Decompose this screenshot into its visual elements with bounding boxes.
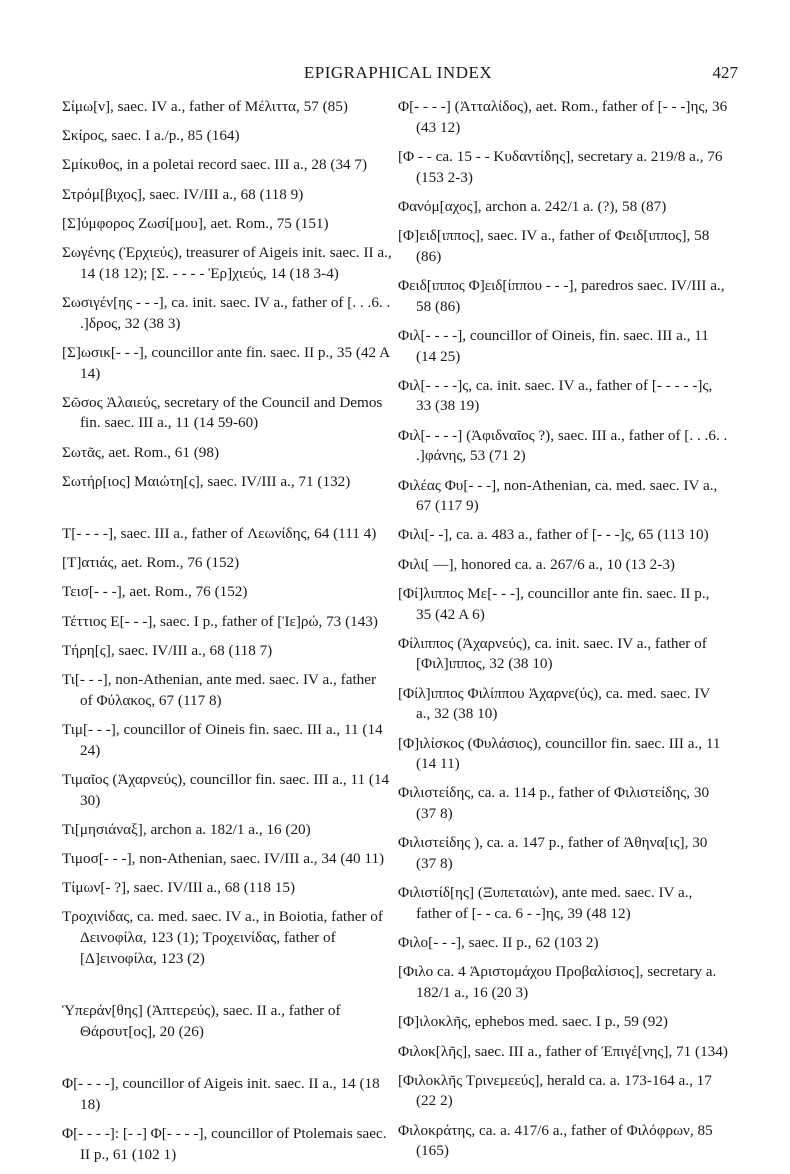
index-entry: Φ[- - - -] (Ἀτταλίδος), aet. Rom., father of [- - -]ης, 36 (43 12) [398, 98, 728, 136]
section-gap [62, 1051, 392, 1074]
index-entry: [Τ]ατιάς, aet. Rom., 76 (152) [62, 554, 240, 572]
section-gap [62, 978, 392, 1001]
index-entry: [Σ]ωσικ[- - -], councillor ante fin. saec. II p., 35 (42 A 14) [62, 343, 390, 382]
index-entry: [Φ]ιλίσκος (Φυλάσιος), councillor fin. saec. III a., 11 (14 11) [398, 734, 721, 773]
running-header [58, 63, 738, 87]
index-entry: Τι[μησιάναξ], archon a. 182/1 a., 16 (20) [62, 820, 311, 838]
index-entry: Φ[- - - -], councillor of Aigeis init. saec. II a., 14 (18 18) [62, 1074, 380, 1113]
index-entry: Σμίκυθος, in a poletai record saec. III a., 28 (34 7) [62, 156, 368, 174]
index-entry: Σίμω[ν], saec. IV a., father of Μέλιττα, 57 (85) [62, 98, 348, 115]
index-entry: [Φίλ]ιππος Φιλίππου Ἀχαρνε(ύς), ca. med. saec. IV a., 32 (38 10) [398, 684, 711, 723]
index-entry: Στρόμ[βιχος], saec. IV/III a., 68 (118 9) [62, 185, 304, 203]
index-entry: Φανόμ[αχος], archon a. 242/1 a. (?), 58 (87) [398, 197, 667, 215]
index-entry: [Σ]ύμφορος Ζωσί[μου], aet. Rom., 75 (151) [62, 214, 329, 232]
index-entry: Σῶσος Ἁλαιεύς, secretary of the Council and Demos fin. saec. III a., 11 (14 59-60) [62, 393, 383, 432]
index-entry: Τεισ[- - -], aet. Rom., 76 (152) [62, 583, 248, 601]
index-entry: Τίμων[- ?], saec. IV/III a., 68 (118 15) [62, 879, 296, 897]
index-entry: [Φιλοκλῆς Τρινεμεεύς], herald ca. a. 173-164 a., 17 (22 2) [398, 1071, 712, 1110]
index-entry: Σωγένης (Ἐρχιεύς), treasurer of Aigeis init. saec. II a., 14 (18 12); [Σ. - - - - Ἐρ]χιεύς, 14 (18 3-4) [62, 244, 392, 282]
index-entry: Σωτᾶς, aet. Rom., 61 (98) [62, 443, 220, 461]
index-entry: Τήρη[ς], saec. IV/III a., 68 (118 7) [62, 641, 273, 659]
page-title: EPIGRAPHICAL INDEX [303, 63, 493, 82]
index-entry: Φειδ[ιππος Φ]ειδ[ίππου - - -], paredros saec. IV/III a., 58 (86) [398, 276, 725, 315]
index-entry: Φιλιστείδης, ca. a. 114 p., father of Φιλιστείδης, 30 (37 8) [398, 784, 710, 823]
index-entry: Φιλι[ —], honored ca. a. 267/6 a., 10 (13 2-3) [398, 555, 675, 573]
index-entry: Φιλοκράτης, ca. a. 417/6 a., father of Φιλόφρων, 85 (165) [398, 1121, 713, 1160]
index-entry: Φιλ[- - - -] (Ἀφιδναῖος ?), saec. III a., father of [. . .6. . .]φάνης, 53 (71 2) [398, 426, 728, 465]
index-entry: Φιλιστίδ[ης] (Ξυπεταιών), ante med. saec. IV a., father of [- - ca. 6 - -]ης, 39 (48 12) [398, 884, 693, 922]
section-gap [62, 501, 392, 524]
index-entry: Τροχινίδας, ca. med. saec. IV a., in Boiotia, father of Δεινοφίλα, 123 (1); Τροχεινίδας, father of [Δ]εινοφίλα, 123 (2) [62, 908, 383, 967]
index-entry: Σκίρος, saec. I a./p., 85 (164) [62, 127, 240, 145]
index-entry: Φιλοκ[λῆς], saec. III a., father of Ἐπιγέ[νης], 71 (134) [398, 1042, 728, 1060]
index-entry: Τέττιος Ε[- - -], saec. I p., father of [Ἱε]ρώ, 73 (143) [62, 612, 378, 630]
index-entry: Τιμαῖος (Ἀχαρνεύς), councillor fin. saec. III a., 11 (14 30) [62, 770, 390, 809]
index-entry: Τ[- - - -], saec. III a., father of Λεωνίδης, 64 (111 4) [62, 525, 377, 543]
index-entry: Φιλέας Φυ[- - -], non-Athenian, ca. med. saec. IV a., 67 (117 9) [398, 476, 718, 515]
page-number: 427 [712, 63, 738, 82]
index-entry: Φ[- - - -]: [- -] Φ[- - - -], councillor of Ptolemais saec. II p., 61 (102 1) [62, 1124, 387, 1163]
right-index-column [398, 97, 728, 1171]
index-entry: Σωτήρ[ιος] Μαιώτη[ς], saec. IV/III a., 71 (132) [62, 472, 351, 490]
index-entry: Φίλιππος (Ἀχαρνεύς), ca. init. saec. IV a., father of [Φιλ]ιππος, 32 (38 10) [398, 634, 707, 673]
index-entry: [Φί]λιππος Με[- - -], councillor ante fin. saec. II p., 35 (42 A 6) [398, 584, 710, 623]
index-entry: [Φ - - ca. 15 - - Κυδαντίδης], secretary a. 219/8 a., 76 (153 2-3) [398, 147, 723, 186]
index-entry: Τιμοσ[- - -], non-Athenian, saec. IV/III a., 34 (40 11) [62, 849, 385, 867]
left-index-column [62, 97, 392, 1174]
index-entry: Φιλι[- -], ca. a. 483 a., father of [- - -]ς, 65 (113 10) [398, 526, 709, 544]
index-entry: Ὑπεράν[θης] (Ἀπτερεύς), saec. II a., father of Θάρσυτ[ος], 20 (26) [62, 1002, 341, 1040]
index-entry: Φιλιστείδης ), ca. a. 147 p., father of Ἀθηνα[ις], 30 (37 8) [398, 834, 708, 873]
index-entry: Φιλ[- - - -], councillor of Oineis, fin. saec. III a., 11 (14 25) [398, 326, 709, 365]
index-entry: Τι[- - -], non-Athenian, ante med. saec. IV a., father of Φύλακος, 67 (117 8) [62, 671, 377, 709]
index-entry: [Φιλο ca. 4 Ἀριστομάχου Προβαλίσιος], secretary a. 182/1 a., 16 (20 3) [398, 963, 717, 1002]
index-entry: Φιλο[- - -], saec. II p., 62 (103 2) [398, 934, 599, 952]
index-entry: Τιμ[- - -], councillor of Oineis fin. saec. III a., 11 (14 24) [62, 720, 383, 759]
index-entry: [Φ]ιλοκλῆς, ephebos med. saec. I p., 59 (92) [398, 1013, 668, 1031]
index-entry: Φιλ[- - - -]ς, ca. init. saec. IV a., father of [- - - - -]ς, 33 (38 19) [398, 376, 713, 415]
index-entry: Σωσιγέν[ης - - -], ca. init. saec. IV a., father of [. . .6. . .]δρος, 32 (38 3) [62, 293, 391, 332]
index-entry: [Φ]ειδ[ιππος], saec. IV a., father of Φειδ[ιππος], 58 (86) [398, 227, 710, 265]
